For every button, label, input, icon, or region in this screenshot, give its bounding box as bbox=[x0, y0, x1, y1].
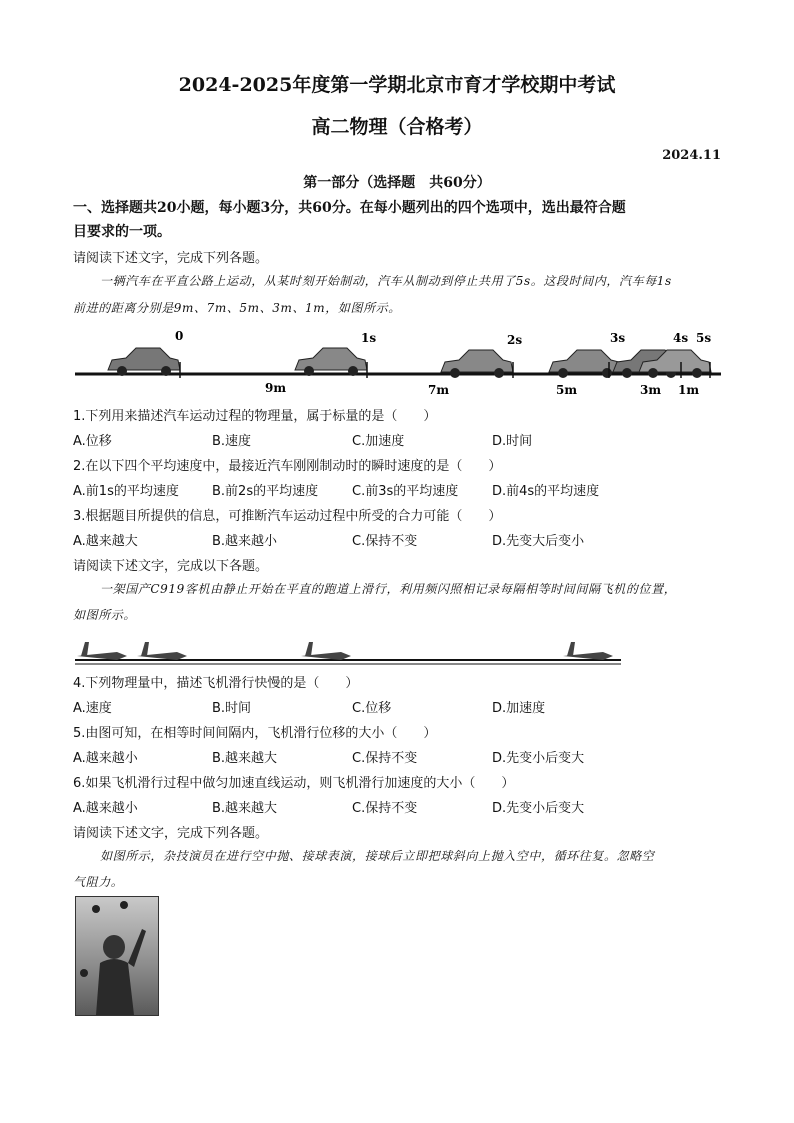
juggler-photo bbox=[75, 896, 159, 1016]
plane-icon bbox=[137, 642, 187, 660]
car-icon bbox=[295, 348, 367, 376]
distance-label: 1m bbox=[678, 383, 700, 397]
exam-title: 2024-2025年度第一学期北京市育才学校期中考试 bbox=[178, 74, 616, 96]
ball-icon bbox=[80, 969, 88, 977]
option-d: D.先变小后变大 bbox=[492, 751, 585, 766]
option-a: A.位移 bbox=[73, 434, 112, 449]
group3-passage-line-2: 气阻力。 bbox=[73, 875, 124, 889]
question-stem: 4.下列物理量中，描述飞机滑行快慢的是（ ） bbox=[73, 676, 359, 691]
option-d: D.加速度 bbox=[492, 701, 546, 716]
distance-label: 9m bbox=[265, 381, 287, 395]
question-stem: 5.由图可知，在相等时间间隔内，飞机滑行位移的大小（ ） bbox=[73, 726, 437, 741]
question-stem: 6.如果飞机滑行过程中做匀加速直线运动，则飞机滑行加速度的大小（ ） bbox=[73, 776, 515, 791]
time-label: 2s bbox=[507, 333, 523, 347]
distance-label: 3m bbox=[640, 383, 662, 397]
exam-date: 2024.11 bbox=[662, 148, 721, 163]
option-d: D.先变大后变小 bbox=[492, 534, 585, 549]
option-b: B.越来越大 bbox=[212, 801, 278, 816]
time-label: 4s bbox=[673, 331, 689, 345]
car-braking-figure bbox=[73, 326, 723, 398]
option-d: D.时间 bbox=[492, 434, 533, 449]
question-stem: 2.在以下四个平均速度中，最接近汽车刚刚制动时的瞬时速度的是（ ） bbox=[73, 459, 502, 474]
option-b: B.前2s的平均速度 bbox=[212, 484, 319, 499]
group2-intro: 请阅读下述文字，完成以下各题。 bbox=[73, 559, 269, 574]
plane-icon bbox=[301, 642, 351, 660]
group1-intro: 请阅读下述文字，完成下列各题。 bbox=[73, 251, 269, 266]
option-a: A.越来越大 bbox=[73, 534, 138, 549]
plane-icon bbox=[563, 642, 613, 660]
option-a: A.速度 bbox=[73, 701, 112, 716]
time-label: 0 bbox=[175, 329, 184, 343]
option-c: C.前3s的平均速度 bbox=[352, 484, 459, 499]
part-heading: 第一部分（选择题 共60分） bbox=[303, 175, 491, 191]
plane-icon bbox=[77, 642, 127, 660]
question-stem: 1.下列用来描述汽车运动过程的物理量，属于标量的是（ ） bbox=[73, 409, 437, 424]
option-c: C.保持不变 bbox=[352, 534, 418, 549]
option-c: C.保持不变 bbox=[352, 801, 418, 816]
question-stem: 3.根据题目所提供的信息，可推断汽车运动过程中所受的合力可能（ ） bbox=[73, 509, 502, 524]
group2-passage-line-1: 一架国产C919客机由静止开始在平直的跑道上滑行，利用频闪照相记录每隔相等时间间隔飞机的位置， bbox=[100, 582, 677, 596]
ball-icon bbox=[120, 901, 128, 909]
performer-head bbox=[103, 935, 125, 959]
option-b: B.越来越小 bbox=[212, 534, 278, 549]
option-d: D.前4s的平均速度 bbox=[492, 484, 600, 499]
option-a: A.越来越小 bbox=[73, 751, 138, 766]
option-b: B.时间 bbox=[212, 701, 252, 716]
option-c: C.保持不变 bbox=[352, 751, 418, 766]
group3-passage-line-1: 如图所示，杂技演员在进行空中抛、接球表演，接球后立即把球斜向上抛入空中，循环往复。忽略空 bbox=[100, 849, 655, 863]
plane-figure bbox=[73, 634, 633, 670]
group2-passage-line-2: 如图所示。 bbox=[73, 608, 137, 622]
section-line-1: 一、选择题共20小题，每小题3分，共60分。在每小题列出的四个选项中，选出最符合题 bbox=[73, 200, 626, 216]
exam-subtitle: 高二物理（合格考） bbox=[311, 116, 483, 138]
ball-icon bbox=[92, 905, 100, 913]
performer-body bbox=[96, 959, 134, 1015]
time-label: 3s bbox=[610, 331, 626, 345]
group1-passage-line-2: 前进的距离分别是9m、7m、5m、3m、1m，如图所示。 bbox=[73, 301, 401, 315]
distance-label: 5m bbox=[556, 383, 578, 397]
option-a: A.越来越小 bbox=[73, 801, 138, 816]
group3-intro: 请阅读下述文字，完成下列各题。 bbox=[73, 826, 269, 841]
option-c: C.位移 bbox=[352, 701, 392, 716]
option-b: B.越来越大 bbox=[212, 751, 278, 766]
section-instructions bbox=[73, 196, 723, 244]
option-d: D.先变小后变大 bbox=[492, 801, 585, 816]
time-label: 1s bbox=[361, 331, 377, 345]
group1-passage-line-1: 一辆汽车在平直公路上运动，从某时刻开始制动，汽车从制动到停止共用了5s。这段时间内，汽车每1s bbox=[100, 274, 672, 288]
option-c: C.加速度 bbox=[352, 434, 405, 449]
time-label: 5s bbox=[696, 331, 712, 345]
distance-label: 7m bbox=[428, 383, 450, 397]
option-a: A.前1s的平均速度 bbox=[73, 484, 179, 499]
car-icon bbox=[108, 348, 180, 376]
option-b: B.速度 bbox=[212, 434, 252, 449]
performer-arm bbox=[128, 929, 146, 967]
section-line-2: 目要求的一项。 bbox=[73, 224, 171, 240]
